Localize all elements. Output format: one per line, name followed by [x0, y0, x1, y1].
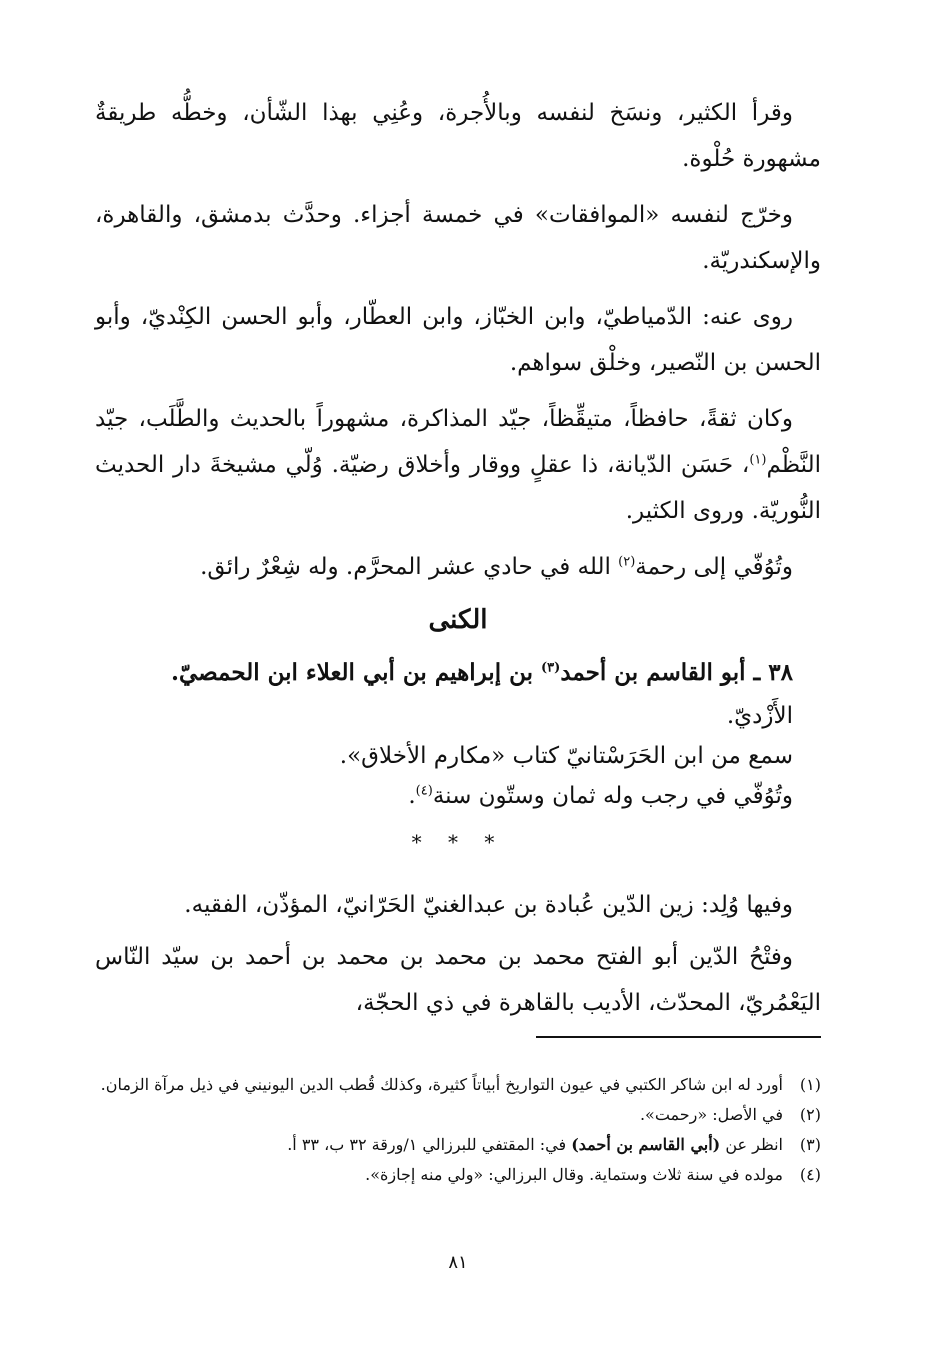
footnote-bold-name: (أبي القاسم بن أحمد) — [571, 1135, 721, 1154]
paragraph-text: وتُوُفّي إلى رحمة — [635, 554, 793, 580]
entry-title-text: بن إبراهيم بن أبي العلاء ابن الحمصيّ. — [170, 659, 542, 686]
paragraph-text: الله في حادي عشر المحرَّم. وله شِعْرٌ رائق. — [200, 554, 619, 580]
section-separator: * * * — [411, 830, 505, 854]
paragraph — [95, 396, 821, 534]
footnote-text-part: انظر عن — [720, 1135, 783, 1154]
footnote-divider — [536, 1036, 821, 1038]
footnote — [95, 1160, 821, 1190]
section-heading: الكنى — [428, 605, 488, 635]
footnote-text-part: في: المقتفي للبرزالي ١/ورقة ٣٢ ب، ٣٣ أ. — [287, 1135, 572, 1154]
paragraph: وخرّج لنفسه «الموافقات» في خمسة أجزاء. وحدَّث بدمشق، والقاهرة، والإسكندريّة. — [95, 202, 821, 274]
entry-nisba: الأَزْديّ. — [726, 703, 793, 729]
footnote-number: (٣) — [799, 1135, 821, 1154]
paragraph: روى عنه: الدّمياطيّ، وابن الخبّاز، وابن العطّار، وأبو الحسن الكِنْديّ، وأبو الحسن بن النّصير، وخلْق سواهم. — [95, 304, 821, 376]
paragraph: وفيها وُلِد: زين الدّين عُبادة بن عبدالغنيّ الحَرّانيّ، المؤذّن، الفقيه. — [184, 892, 793, 918]
footnote-text — [95, 1130, 783, 1160]
entry-death — [95, 776, 821, 816]
paragraph: وقرأ الكثير، ونسَخ لنفسه وبالأُجرة، وعُنِي بهذا الشّأن، وخطُّه طريقةٌ مشهورة حُلْوة. — [95, 100, 821, 172]
footnote — [95, 1130, 821, 1160]
footnote-number: (٢) — [799, 1105, 821, 1124]
paragraph — [95, 544, 821, 590]
footnote-text: أورد له ابن شاكر الكتبي في عيون التواريخ أبياتاً كثيرة، وكذلك قُطب الدين اليونيني في ذيل مرآة الزمان. — [100, 1075, 783, 1094]
footnote-ref[interactable]: (١) — [749, 452, 767, 468]
footnote-text: في الأصل: «رحمت». — [639, 1105, 783, 1124]
entry-death-text: . — [408, 783, 416, 809]
paragraph: وفتْحُ الدّين أبو الفتح محمد بن محمد بن محمد بن أحمد بن سيّد النّاس اليَعْمُريّ، المحدّث، الأديب بالقاهرة في ذي الحجّة، — [95, 944, 821, 1016]
footnote — [95, 1100, 821, 1130]
footnote — [95, 1070, 821, 1100]
entry-sama: سمع من ابن الحَرَسْتانيّ كتاب «مكارم الأخلاق». — [339, 743, 793, 769]
entry-title-text: ٣٨ ـ أبو القاسم بن أحمد — [560, 659, 793, 686]
page-body — [95, 90, 821, 1290]
page-number: ٨١ — [448, 1252, 468, 1273]
entry-death-text: وتُوُفّي في رجب وله ثمان وستّون سنة — [432, 783, 793, 809]
footnotes — [95, 1070, 821, 1190]
footnote-ref[interactable]: (٤) — [415, 783, 433, 799]
footnote-number: (١) — [799, 1075, 821, 1094]
footnote-number: (٤) — [799, 1165, 821, 1184]
footnote-ref[interactable]: (٣) — [541, 660, 561, 676]
paragraph-text: وكان ثقةً، حافظاً، متيقِّظاً، جيّد المذاكرة، مشهوراً بالحديث والطَّلَب، جيّد النَّظْم — [95, 406, 821, 478]
footnote-text: مولده في سنة ثلاث وستماية. وقال البرزالي: «ولي منه إجازة». — [365, 1165, 783, 1184]
footnote-ref[interactable]: (٢) — [618, 554, 636, 570]
paragraph-text: ، حَسَن الدّيانة، ذا عقلٍ ووقار وأخلاق رضيّة. وُلّي مشيخةَ دار الحديث النُّوريّة. وروى الكثير. — [95, 452, 821, 524]
entry-title — [95, 650, 821, 696]
